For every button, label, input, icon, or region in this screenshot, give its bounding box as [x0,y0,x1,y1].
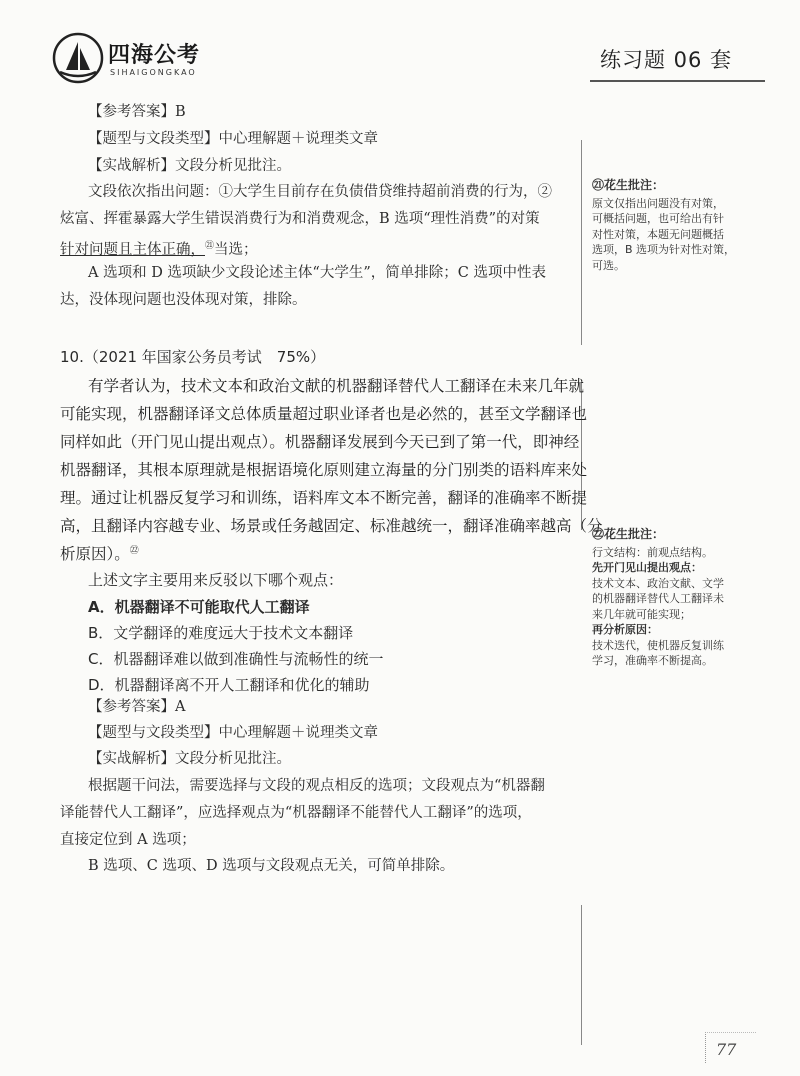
question-type: 【题型与文段类型】中心理解题＋说理类文章 [88,131,378,147]
sailboat-logo-icon [52,32,104,84]
exercise-set-title: 练习题 06 套 [600,48,733,72]
note-subheading: 先开门见山提出观点： [592,561,702,574]
logo-english-text: SIHAIGONGKAO [110,68,197,77]
analysis-line: 达，没体现问题也没体现对策，排除。 [60,292,307,308]
margin-divider [581,140,582,345]
margin-note-22 [592,527,772,669]
analysis-line: 译能替代人工翻译”，应选择观点为“机器翻译不能替代人工翻译”的选项， [60,805,532,821]
annotation-marker: ㉑ [205,241,215,251]
analysis-text: 当选； [214,241,258,258]
note-subheading: 再分析原因： [592,623,658,636]
passage-line: 机器翻译，其根本原理就是根据语境化原则建立海量的分门别类的语料库来处 [60,461,588,479]
analysis-line: 炫富、挥霍暴露大学生错误消费行为和消费观念，B 选项“理性消费”的对策 [60,211,540,227]
note-line: 原文仅指出问题没有对策， [592,196,724,210]
passage-line: 同样如此（开门见山提出观点）。机器翻译发展到今天已到了第一代，即神经 [60,433,580,451]
passage-line: 高，且翻译内容越专业、场景或任务越固定、标准越统一，翻译准确率越高（分 [60,517,603,535]
analysis-line [60,234,258,262]
note-line: 学习，准确率不断提高。 [592,654,713,667]
note-line: 可选。 [592,258,625,272]
passage-text: 析原因）。 [60,545,130,563]
note-line: 可概括问题，也可给出有针 [592,212,724,225]
option-d: D．机器翻译离不开人工翻译和优化的辅助 [88,676,370,694]
note-line: 的机器翻译替代人工翻译未 [592,592,724,605]
passage-line [60,542,139,564]
note-title: ㉑花生批注： [592,178,665,192]
margin-note-21 [592,178,772,273]
note-line: 技术文本、政治文献、文学 [592,576,724,590]
passage-line: 理。通过让机器反复学习和训练，语料库文本不断完善，翻译的准确率不断提 [60,489,588,507]
answer-label: 【参考答案】A [88,699,186,715]
passage-line: 有学者认为，技术文本和政治文献的机器翻译替代人工翻译在未来几年就 [88,377,585,395]
note-line: 对性对策，本题无问题概括 [592,227,724,241]
analysis-line: 根据题干问法，需要选择与文段的观点相反的选项；文段观点为“机器翻 [88,778,545,794]
note-line: 选项，B 选项为针对性对策， [592,243,736,256]
underlined-text: 针对问题且主体正确， [60,241,205,258]
option-a: A．机器翻译不可能取代人工翻译 [88,598,310,616]
analysis-line: 直接定位到 A 选项； [60,832,196,848]
page-number: 77 [716,1040,737,1059]
question-prompt: 上述文字主要用来反驳以下哪个观点： [88,571,344,589]
question-title: 10.（2021 年国家公务员考试 75%） [60,348,326,366]
note-line: 行文结构：前观点结构。 [592,545,713,559]
annotation-marker: ㉒ [129,545,139,556]
margin-divider [581,905,582,1045]
note-line: 技术迭代，使机器反复训练 [592,638,724,652]
option-b: B．文学翻译的难度远大于技术文本翻译 [88,624,354,642]
option-c: C．机器翻译难以做到准确性与流畅性的统一 [88,650,384,668]
analysis-label: 【实战解析】文段分析见批注。 [88,751,291,767]
title-underline [590,80,765,82]
passage-line: 可能实现，机器翻译译文总体质量超过职业译者也是必然的，甚至文学翻译也 [60,405,588,423]
analysis-line: 文段依次指出问题：①大学生目前存在负债借贷维持超前消费的行为，② [88,184,552,200]
publisher-logo [52,30,242,86]
analysis-label: 【实战解析】文段分析见批注。 [88,158,291,174]
note-line: 来几年就可能实现； [592,607,691,621]
answer-label: 【参考答案】B [88,104,186,120]
analysis-line: A 选项和 D 选项缺少文段论述主体“大学生”，简单排除；C 选项中性表 [88,265,546,281]
note-title: ㉒花生批注： [592,527,665,541]
question-type: 【题型与文段类型】中心理解题＋说理类文章 [88,725,378,741]
analysis-line: B 选项、C 选项、D 选项与文段观点无关，可简单排除。 [88,858,455,874]
logo-chinese-text: 四海公考 [108,43,201,68]
